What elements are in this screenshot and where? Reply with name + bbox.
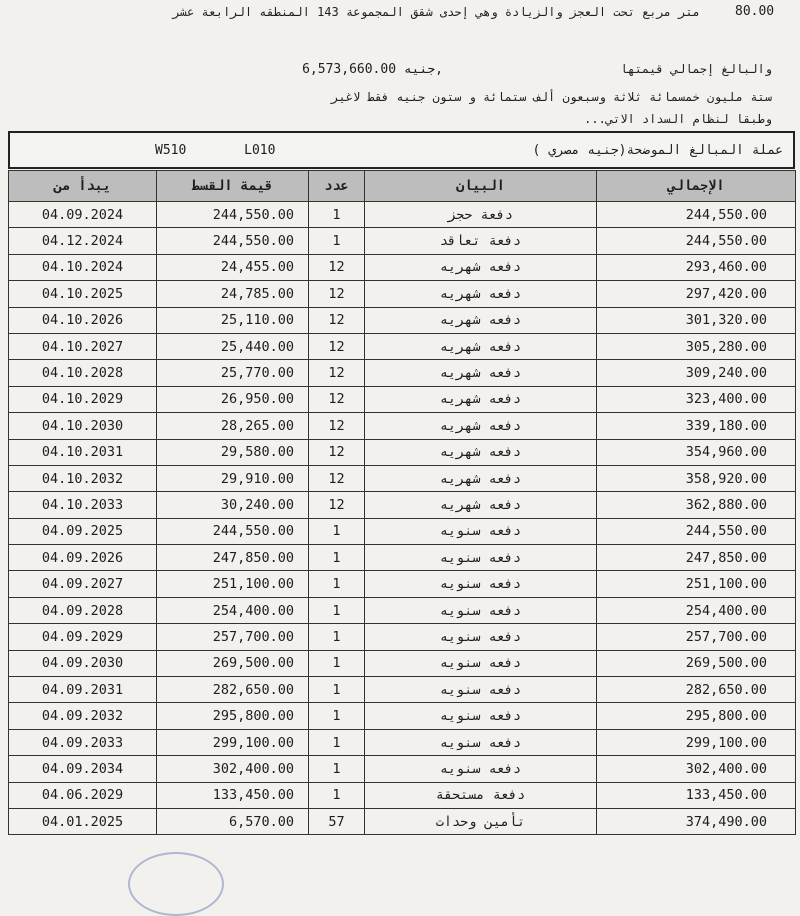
cell-total: 257,700.00	[597, 624, 796, 650]
cell-installment: 25,440.00	[157, 333, 309, 359]
table-row	[9, 650, 796, 676]
cell-start: 04.09.2027	[9, 571, 157, 597]
table-row	[9, 386, 796, 412]
cell-total: 244,550.00	[597, 228, 796, 254]
cell-total: 254,400.00	[597, 597, 796, 623]
cell-total: 295,800.00	[597, 703, 796, 729]
cell-description: دفعه شهريه	[365, 386, 597, 412]
cell-start: 04.12.2024	[9, 228, 157, 254]
cell-description: دفعة تعاقد	[365, 228, 597, 254]
cell-start: 04.10.2029	[9, 386, 157, 412]
table-row	[9, 756, 796, 782]
cell-description: دفعه شهريه	[365, 307, 597, 333]
cell-start: 04.10.2025	[9, 281, 157, 307]
table-row	[9, 545, 796, 571]
stamp	[128, 852, 224, 916]
cell-installment: 244,550.00	[157, 518, 309, 544]
cell-installment: 25,770.00	[157, 360, 309, 386]
cell-total: 282,650.00	[597, 677, 796, 703]
cell-total: 374,490.00	[597, 808, 796, 834]
cell-total: 133,450.00	[597, 782, 796, 808]
cell-installment: 24,785.00	[157, 281, 309, 307]
cell-start: 04.10.2030	[9, 413, 157, 439]
cell-installment: 26,950.00	[157, 386, 309, 412]
cell-count: 12	[309, 333, 365, 359]
cell-start: 04.09.2029	[9, 624, 157, 650]
table-row	[9, 492, 796, 518]
header-start-date: يبدأ من	[9, 171, 157, 202]
cell-count: 1	[309, 571, 365, 597]
cell-description: دفعه شهريه	[365, 465, 597, 491]
cell-total: 305,280.00	[597, 333, 796, 359]
cell-description: تأمين وحدات	[365, 808, 597, 834]
cell-installment: 29,910.00	[157, 465, 309, 491]
cell-count: 1	[309, 677, 365, 703]
table-row	[9, 703, 796, 729]
cell-description: دفعه شهريه	[365, 281, 597, 307]
cell-description: دفعه شهريه	[365, 439, 597, 465]
cell-installment: 30,240.00	[157, 492, 309, 518]
cell-count: 1	[309, 202, 365, 228]
cell-total: 302,400.00	[597, 756, 796, 782]
cell-installment: 251,100.00	[157, 571, 309, 597]
cell-total: 358,920.00	[597, 465, 796, 491]
cell-count: 1	[309, 703, 365, 729]
payment-schedule-table	[8, 170, 796, 835]
cell-count: 12	[309, 281, 365, 307]
cell-installment: 133,450.00	[157, 782, 309, 808]
header-count: عدد	[309, 171, 365, 202]
cell-start: 04.09.2030	[9, 650, 157, 676]
table-row	[9, 439, 796, 465]
cell-start: 04.09.2026	[9, 545, 157, 571]
cell-installment: 247,850.00	[157, 545, 309, 571]
cell-description: دفعه سنويه	[365, 597, 597, 623]
cell-total: 301,320.00	[597, 307, 796, 333]
table-row	[9, 624, 796, 650]
cell-installment: 29,580.00	[157, 439, 309, 465]
cell-description: دفعه سنويه	[365, 650, 597, 676]
total-in-words: ستة مليون خمسمائة ثلاثة وسبعون ألف ستمائة و ستون جنيه فقط لاغير	[331, 90, 772, 104]
table-row	[9, 782, 796, 808]
cell-start: 04.06.2029	[9, 782, 157, 808]
cell-installment: 6,570.00	[157, 808, 309, 834]
cell-total: 244,550.00	[597, 518, 796, 544]
cell-total: 354,960.00	[597, 439, 796, 465]
table-row	[9, 281, 796, 307]
table-row	[9, 333, 796, 359]
cell-start: 04.09.2024	[9, 202, 157, 228]
header-total: الإجمالي	[597, 171, 796, 202]
cell-description: دفعه سنويه	[365, 677, 597, 703]
header-installment: قيمة القسط	[157, 171, 309, 202]
cell-count: 12	[309, 465, 365, 491]
unit-codes: W510 L010	[155, 143, 276, 158]
payment-note: وطبقا لنظام السداد الاتي...	[584, 112, 772, 126]
cell-total: 309,240.00	[597, 360, 796, 386]
cell-description: دفعه سنويه	[365, 545, 597, 571]
cell-start: 04.10.2033	[9, 492, 157, 518]
table-row	[9, 202, 796, 228]
cell-total: 244,550.00	[597, 202, 796, 228]
cell-count: 1	[309, 782, 365, 808]
cell-count: 12	[309, 360, 365, 386]
cell-count: 12	[309, 413, 365, 439]
cell-description: دفعه سنويه	[365, 703, 597, 729]
cell-start: 04.09.2031	[9, 677, 157, 703]
cell-count: 12	[309, 439, 365, 465]
cell-total: 251,100.00	[597, 571, 796, 597]
cell-description: دفعه سنويه	[365, 571, 597, 597]
cell-installment: 28,265.00	[157, 413, 309, 439]
unit-description-text: متر مربع تحت العجز والزيادة وهي إحدى شقق المجموعة 143 المنطقه الرابعة عشر	[172, 5, 700, 19]
cell-count: 12	[309, 492, 365, 518]
cell-total: 293,460.00	[597, 254, 796, 280]
table-row	[9, 729, 796, 755]
cell-start: 04.09.2033	[9, 729, 157, 755]
cell-description: دفعه سنويه	[365, 729, 597, 755]
cell-start: 04.10.2031	[9, 439, 157, 465]
cell-total: 297,420.00	[597, 281, 796, 307]
cell-description: دفعه شهريه	[365, 333, 597, 359]
cell-installment: 254,400.00	[157, 597, 309, 623]
cell-description: دفعه سنويه	[365, 624, 597, 650]
table-row	[9, 808, 796, 834]
cell-start: 04.09.2032	[9, 703, 157, 729]
cell-count: 1	[309, 624, 365, 650]
cell-count: 1	[309, 756, 365, 782]
cell-description: دفعة حجز	[365, 202, 597, 228]
cell-description: دفعه سنويه	[365, 756, 597, 782]
cell-installment: 299,100.00	[157, 729, 309, 755]
cell-installment: 295,800.00	[157, 703, 309, 729]
table-row	[9, 228, 796, 254]
cell-count: 12	[309, 386, 365, 412]
cell-installment: 24,455.00	[157, 254, 309, 280]
cell-start: 04.01.2025	[9, 808, 157, 834]
cell-installment: 302,400.00	[157, 756, 309, 782]
table-header-row	[9, 171, 796, 202]
cell-total: 362,880.00	[597, 492, 796, 518]
cell-total: 323,400.00	[597, 386, 796, 412]
table-row	[9, 677, 796, 703]
top-amount: 80.00	[735, 4, 775, 19]
cell-installment: 282,650.00	[157, 677, 309, 703]
cell-installment: 25,110.00	[157, 307, 309, 333]
cell-count: 1	[309, 228, 365, 254]
cell-count: 57	[309, 808, 365, 834]
table-row	[9, 597, 796, 623]
currency-label: عملة المبالغ الموضحة(جنيه مصري )	[532, 143, 783, 158]
table-row	[9, 571, 796, 597]
table-row	[9, 254, 796, 280]
cell-start: 04.10.2026	[9, 307, 157, 333]
header-description: البيان	[365, 171, 597, 202]
cell-description: دفعه سنويه	[365, 518, 597, 544]
cell-description: دفعة مستحقة	[365, 782, 597, 808]
table-row	[9, 465, 796, 491]
cell-count: 1	[309, 597, 365, 623]
cell-installment: 244,550.00	[157, 228, 309, 254]
cell-count: 12	[309, 254, 365, 280]
currency-bar	[8, 131, 795, 169]
cell-start: 04.10.2024	[9, 254, 157, 280]
cell-count: 1	[309, 518, 365, 544]
cell-description: دفعه شهريه	[365, 360, 597, 386]
cell-start: 04.09.2034	[9, 756, 157, 782]
table-row	[9, 518, 796, 544]
cell-description: دفعه شهريه	[365, 254, 597, 280]
cell-count: 12	[309, 307, 365, 333]
cell-start: 04.09.2025	[9, 518, 157, 544]
cell-start: 04.10.2027	[9, 333, 157, 359]
cell-total: 299,100.00	[597, 729, 796, 755]
cell-description: دفعه شهريه	[365, 492, 597, 518]
cell-start: 04.10.2032	[9, 465, 157, 491]
cell-description: دفعه شهريه	[365, 413, 597, 439]
cell-total: 247,850.00	[597, 545, 796, 571]
cell-total: 269,500.00	[597, 650, 796, 676]
cell-installment: 257,700.00	[157, 624, 309, 650]
table-row	[9, 360, 796, 386]
total-label: والبالغ إجمالي قيمتها	[620, 62, 772, 76]
table-row	[9, 413, 796, 439]
cell-count: 1	[309, 545, 365, 571]
total-value: 6,573,660.00 جنيه,	[302, 62, 443, 77]
table-row	[9, 307, 796, 333]
cell-count: 1	[309, 650, 365, 676]
cell-installment: 244,550.00	[157, 202, 309, 228]
cell-start: 04.10.2028	[9, 360, 157, 386]
cell-count: 1	[309, 729, 365, 755]
cell-start: 04.09.2028	[9, 597, 157, 623]
cell-total: 339,180.00	[597, 413, 796, 439]
cell-installment: 269,500.00	[157, 650, 309, 676]
